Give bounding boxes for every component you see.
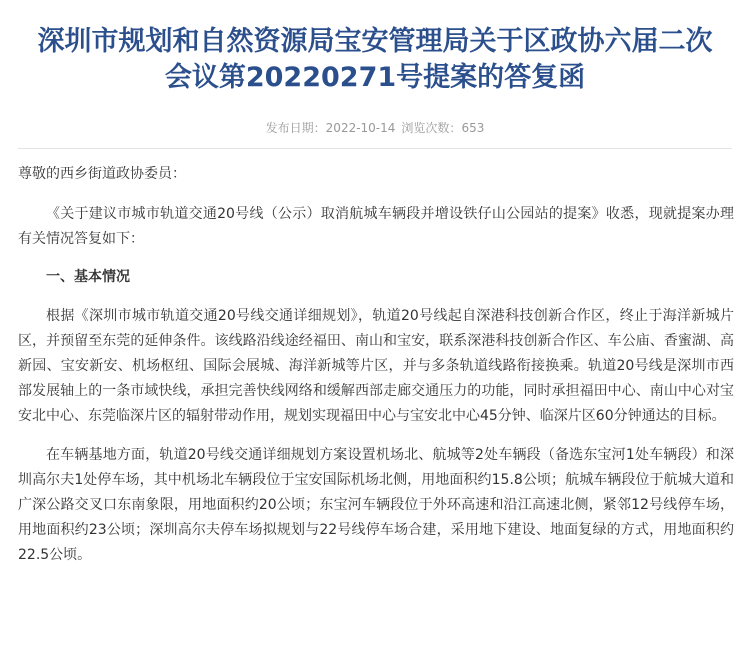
section-heading-basic-situation: 一、基本情况 <box>46 269 130 285</box>
paragraph-depot-planning: 在车辆基地方面，轨道20号线交通详细规划方案设置机场北、航城等2处车辆段（备选东宝河1处车辆段）和深圳高尔夫1处停车场，其中机场北车辆段位于宝安国际机场北侧，用地面积约15.8公顷；航城车辆段位于航城大道和广深公路交叉口东南象限，用地面积约20公顷；东宝河车辆段位于外环高速和沿江高速北侧，紧邻12号线停车场，用地面积约23公顷；深圳高尔夫停车场拟规划与22号线停车场合建，采用地下建设、地面复绿的方式，用地面积约22.5公顷。 <box>18 447 734 563</box>
publish-date-label: 发布日期： <box>265 121 326 135</box>
article-title-line-2: 会议第20220271号提案的答复函 <box>164 62 586 93</box>
intro-paragraph: 《关于建议市城市轨道交通20号线（公示）取消航城车辆段并增设铁仔山公园站的提案》收悉，现就提案办理有关情况答复如下： <box>18 206 734 247</box>
title-divider <box>18 148 732 149</box>
article-title <box>10 24 740 96</box>
greeting-line: 尊敬的西乡街道政协委员： <box>18 166 186 182</box>
article-meta <box>0 120 750 136</box>
view-count: 653 <box>461 121 485 135</box>
paragraph-line-overview: 根据《深圳市城市轨道交通20号线交通详细规划》，轨道20号线起自深港科技创新合作区，终止于海洋新城片区，并预留至东莞的延伸条件。该线路沿线途经福田、南山和宝安，联系深港科技创新合作区、车公庙、香蜜湖、高新园、宝安新安、机场枢纽、国际会展城、海洋新城等片区，并与多条轨道线路衔接换乘。轨道20号线是深圳市西部发展轴上的一条市域快线，承担完善快线网络和缓解西部走廊交通压力的功能，同时承担福田中心、南山中心对宝安北中心、东莞临深片区的辐射带动作用，规划实现福田中心与宝安北中心45分钟、临深片区60分钟通达的目标。 <box>18 308 734 424</box>
view-count-label: 浏览次数： <box>401 121 462 135</box>
article-body <box>18 162 734 568</box>
publish-date: 2022-10-14 <box>325 121 396 135</box>
article-title-line-1: 深圳市规划和自然资源局宝安管理局关于区政协六届二次 <box>37 26 713 57</box>
